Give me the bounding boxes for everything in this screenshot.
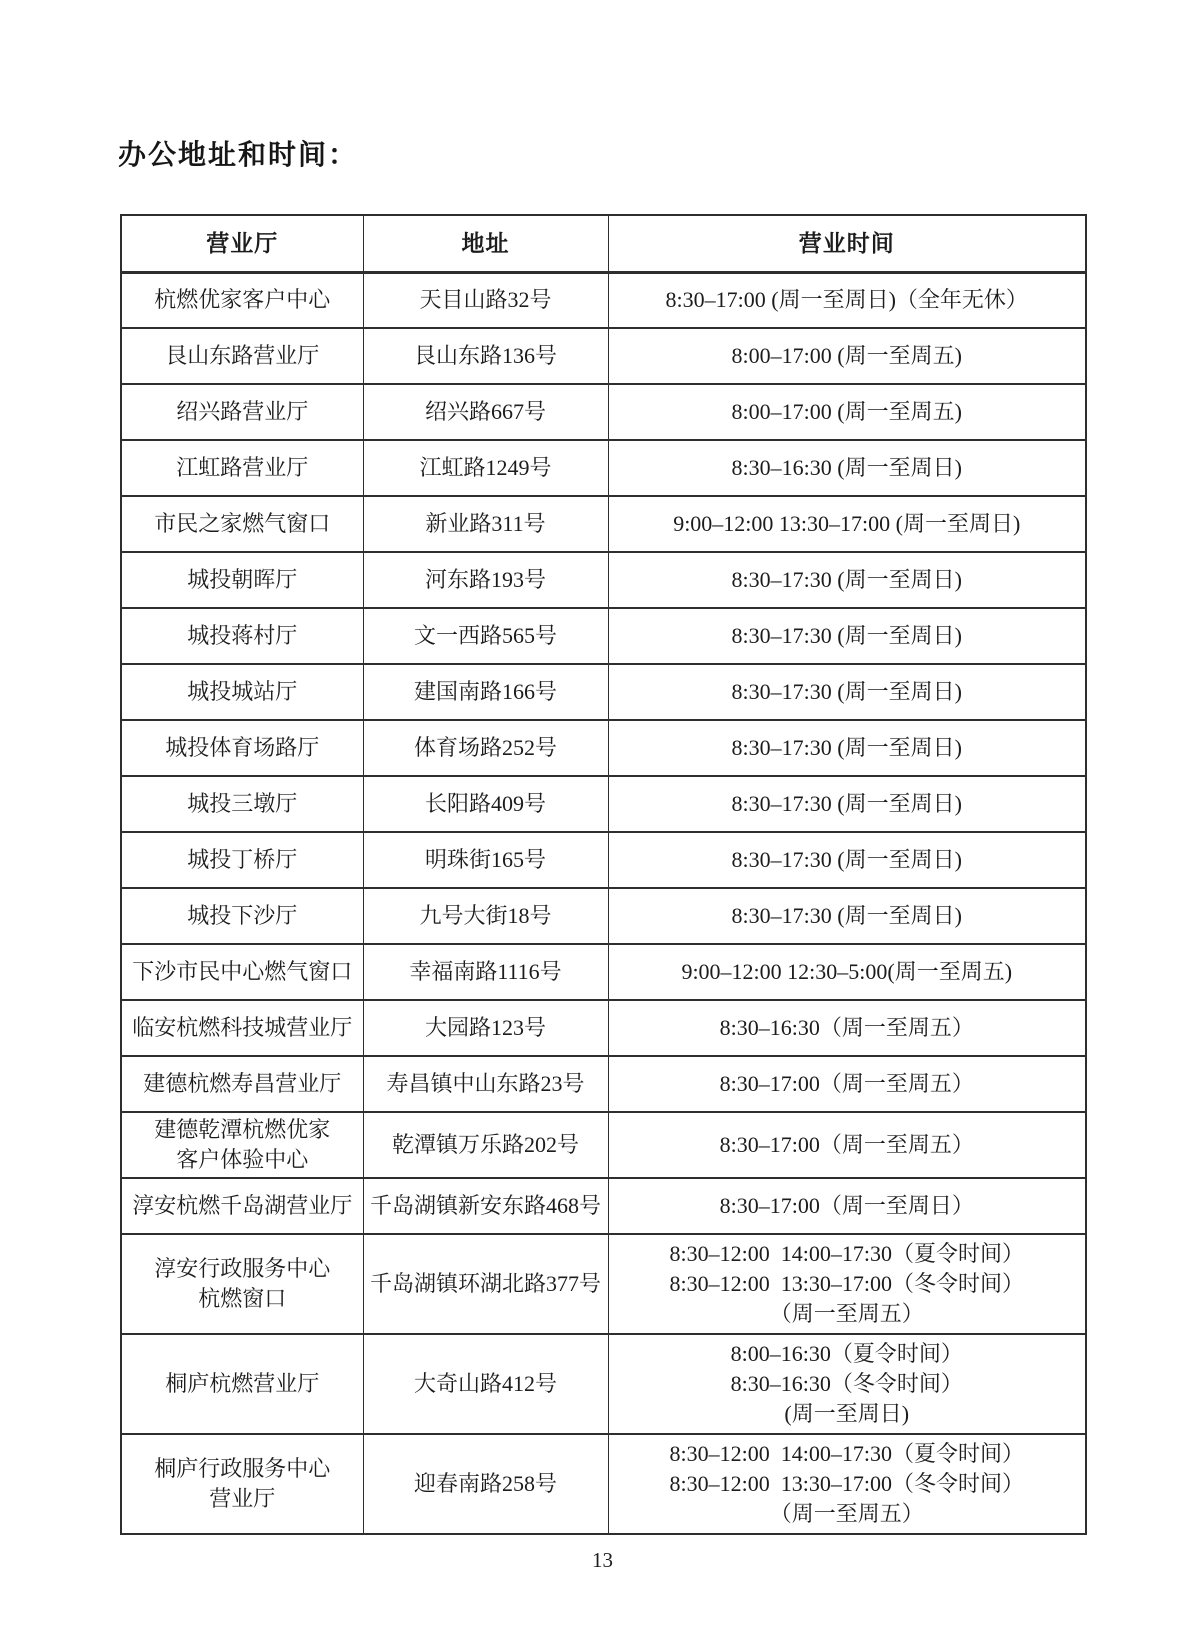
hours-cell [608, 720, 1086, 776]
table-row [121, 1112, 1086, 1178]
hall-name-line: 城投丁桥厅 [187, 847, 298, 872]
address-line: 文一西路565号 [413, 623, 557, 648]
hall-cell [121, 832, 363, 888]
page-number: 13 [592, 1548, 613, 1572]
address-cell [363, 496, 608, 552]
hours-line: 8:30–12:00 13:30–17:00（冬令时间） [669, 1271, 1024, 1296]
hours-cell [608, 272, 1086, 328]
hours-line: 8:00–17:00 (周一至周五) [731, 343, 962, 368]
address-line: 寿昌镇中山东路23号 [386, 1071, 585, 1096]
address-line: 长阳路409号 [424, 791, 546, 816]
hours-line: 8:30–16:30 (周一至周日) [731, 455, 962, 480]
hours-cell [608, 1178, 1086, 1234]
hall-cell [121, 1000, 363, 1056]
address-line: 江虹路1249号 [419, 455, 552, 480]
hall-cell [121, 328, 363, 384]
hours-line: 8:30–17:00（周一至周五） [719, 1071, 974, 1096]
hall-name-line: 绍兴路营业厅 [176, 399, 309, 424]
hours-line: (周一至周日) [784, 1401, 910, 1426]
table-row [121, 608, 1086, 664]
hall-cell [121, 888, 363, 944]
table-row [121, 1434, 1086, 1534]
hall-name-line: 淳安杭燃千岛湖营业厅 [132, 1193, 353, 1218]
address-cell [363, 944, 608, 1000]
hall-name-line: 城投体育场路厅 [165, 735, 320, 760]
address-line: 千岛湖镇环湖北路377号 [369, 1271, 601, 1296]
hours-line: 8:30–17:30 (周一至周日) [731, 847, 962, 872]
address-line: 河东路193号 [424, 567, 546, 592]
hours-cell [608, 552, 1086, 608]
hours-cell [608, 1334, 1086, 1434]
hours-cell [608, 1434, 1086, 1534]
hours-line: 8:30–17:00 (周一至周日)（全年无休） [665, 287, 1028, 313]
hall-name-line: 市民之家燃气窗口 [154, 511, 331, 536]
table-row [121, 384, 1086, 440]
address-line: 明珠街165号 [424, 847, 546, 872]
address-line: 九号大街18号 [419, 903, 552, 928]
table-row [121, 328, 1086, 384]
hours-line: 8:30–12:00 14:00–17:30（夏令时间） [669, 1441, 1024, 1466]
hall-name-line: 城投城站厅 [187, 679, 298, 704]
address-cell [363, 272, 608, 328]
hall-name-line: 江虹路营业厅 [176, 455, 309, 480]
address-line: 天目山路32号 [419, 287, 552, 313]
hall-cell [121, 1112, 363, 1178]
hall-cell [121, 496, 363, 552]
table-row [121, 1234, 1086, 1334]
hall-name-line: 客户体验中心 [176, 1147, 309, 1172]
table-row [121, 1334, 1086, 1434]
address-cell [363, 1434, 608, 1534]
address-cell [363, 664, 608, 720]
hall-name-line: 建德乾潭杭燃优家 [154, 1117, 331, 1142]
hours-line: 8:30–16:30（冬令时间） [730, 1371, 963, 1396]
hours-cell [608, 776, 1086, 832]
hours-line: 8:30–17:00（周一至周日） [719, 1193, 974, 1218]
hall-cell [121, 552, 363, 608]
table-row [121, 552, 1086, 608]
table-header [121, 215, 1086, 272]
hours-cell [608, 1112, 1086, 1178]
hall-name-line: 营业厅 [209, 1486, 276, 1511]
table-row [121, 272, 1086, 328]
hall-cell [121, 720, 363, 776]
address-line: 迎春南路258号 [413, 1471, 557, 1496]
table-row [121, 832, 1086, 888]
address-line: 新业路311号 [425, 511, 546, 536]
table-row [121, 944, 1086, 1000]
hall-name-line: 城投三墩厅 [187, 791, 298, 816]
hall-cell [121, 384, 363, 440]
address-line: 体育场路252号 [413, 735, 557, 760]
address-cell [363, 888, 608, 944]
hall-cell [121, 1178, 363, 1234]
table-row [121, 664, 1086, 720]
hours-line: 8:30–17:30 (周一至周日) [731, 903, 962, 928]
hall-name-line: 杭燃窗口 [198, 1286, 287, 1311]
hall-cell [121, 440, 363, 496]
hours-cell [608, 328, 1086, 384]
table-row [121, 1056, 1086, 1112]
hall-cell [121, 944, 363, 1000]
address-cell [363, 1056, 608, 1112]
table-row [121, 776, 1086, 832]
office-table-body [121, 272, 1086, 1534]
hall-name-line: 城投下沙厅 [187, 903, 298, 928]
address-line: 乾潭镇万乐路202号 [391, 1132, 579, 1157]
hall-cell [121, 272, 363, 328]
address-cell [363, 608, 608, 664]
hours-cell [608, 1234, 1086, 1334]
table-row [121, 1000, 1086, 1056]
hall-cell [121, 1234, 363, 1334]
hours-cell [608, 440, 1086, 496]
address-line: 大奇山路412号 [413, 1371, 557, 1396]
address-cell [363, 1000, 608, 1056]
hours-cell [608, 888, 1086, 944]
office-hours-table [120, 214, 1087, 1535]
hall-name-line: 艮山东路营业厅 [165, 343, 320, 368]
hours-cell [608, 944, 1086, 1000]
hours-line: （周一至周五） [769, 1301, 924, 1326]
hours-line: 9:00–12:00 13:30–17:00 (周一至周日) [673, 511, 1021, 536]
hall-name-line: 城投蒋村厅 [187, 623, 298, 648]
hours-line: 8:30–17:00（周一至周五） [719, 1132, 974, 1157]
address-line: 建国南路166号 [413, 679, 557, 704]
table-row [121, 440, 1086, 496]
table-row [121, 1178, 1086, 1234]
address-line: 千岛湖镇新安东路468号 [369, 1193, 601, 1218]
table-row [121, 888, 1086, 944]
hours-line: 8:30–12:00 14:00–17:30（夏令时间） [669, 1241, 1024, 1266]
header-hours: 营业时间 [608, 215, 1086, 272]
hall-name-line: 建德杭燃寿昌营业厅 [143, 1071, 342, 1096]
address-cell [363, 440, 608, 496]
hall-name-line: 桐庐杭燃营业厅 [165, 1371, 320, 1396]
address-line: 艮山东路136号 [413, 343, 557, 368]
address-line: 绍兴路667号 [424, 399, 546, 424]
hall-name-line: 杭燃优家客户中心 [154, 287, 331, 313]
address-cell [363, 720, 608, 776]
hall-name-line: 桐庐行政服务中心 [154, 1456, 331, 1481]
hours-line: 8:00–17:00 (周一至周五) [731, 399, 962, 424]
hours-cell [608, 496, 1086, 552]
hours-line: 9:00–12:00 12:30–5:00(周一至周五) [681, 959, 1013, 984]
hall-name-line: 城投朝晖厅 [187, 567, 298, 592]
hours-cell [608, 384, 1086, 440]
hours-line: 8:00–16:30（夏令时间） [730, 1341, 963, 1366]
hall-name-line: 淳安行政服务中心 [154, 1256, 331, 1281]
hours-cell [608, 664, 1086, 720]
hours-line: 8:30–16:30（周一至周五） [719, 1015, 974, 1040]
table-header-row [121, 215, 1086, 272]
address-cell [363, 1178, 608, 1234]
hall-cell [121, 1334, 363, 1434]
address-line: 幸福南路1116号 [409, 959, 562, 984]
hours-cell [608, 832, 1086, 888]
hours-cell [608, 1056, 1086, 1112]
address-cell [363, 552, 608, 608]
header-hall: 营业厅 [121, 215, 363, 272]
page-title: 办公地址和时间： [118, 139, 359, 170]
header-address: 地址 [363, 215, 608, 272]
hours-line: 8:30–17:30 (周一至周日) [731, 679, 962, 704]
hall-cell [121, 776, 363, 832]
address-cell [363, 384, 608, 440]
hours-cell [608, 1000, 1086, 1056]
address-cell [363, 776, 608, 832]
hall-name-line: 下沙市民中心燃气窗口 [132, 959, 353, 984]
table-row [121, 496, 1086, 552]
address-cell [363, 328, 608, 384]
hours-line: 8:30–17:30 (周一至周日) [731, 791, 962, 816]
hall-cell [121, 1434, 363, 1534]
hall-cell [121, 664, 363, 720]
hall-cell [121, 608, 363, 664]
table-row [121, 720, 1086, 776]
address-cell [363, 1334, 608, 1434]
address-line: 大园路123号 [424, 1015, 546, 1040]
hours-line: 8:30–12:00 13:30–17:00（冬令时间） [669, 1471, 1024, 1496]
hours-cell [608, 608, 1086, 664]
hall-cell [121, 1056, 363, 1112]
address-cell [363, 1112, 608, 1178]
hours-line: 8:30–17:30 (周一至周日) [731, 623, 962, 648]
hours-line: 8:30–17:30 (周一至周日) [731, 735, 962, 760]
hall-name-line: 临安杭燃科技城营业厅 [132, 1015, 353, 1040]
address-cell [363, 1234, 608, 1334]
hours-line: （周一至周五） [769, 1501, 924, 1526]
address-cell [363, 832, 608, 888]
hours-line: 8:30–17:30 (周一至周日) [731, 567, 962, 592]
